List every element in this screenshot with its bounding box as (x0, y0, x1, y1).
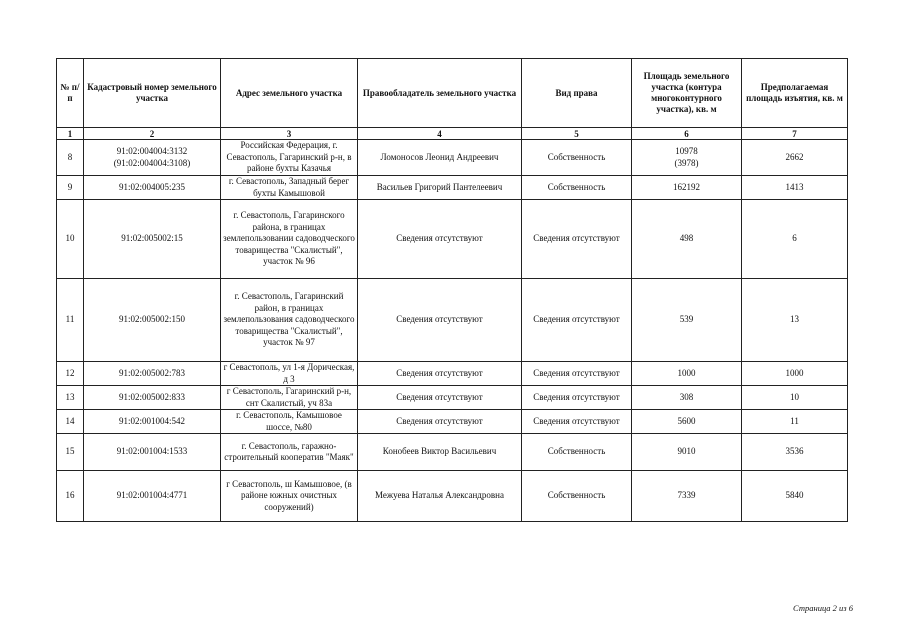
table-row (57, 200, 848, 279)
seizure-area-cell: 5840 (742, 471, 848, 522)
cadastral-number-cell (84, 434, 221, 471)
cadastral-number-cell (84, 410, 221, 434)
cadastral-number-cell-line: 91:02:005002:783 (118, 367, 185, 378)
column-number: 7 (742, 128, 848, 140)
row-number-cell: 12 (57, 362, 84, 386)
address-cell: г. Севастополь, Западный берег бухты Камышовой (221, 176, 358, 200)
area-cell (632, 140, 742, 176)
cadastral-number-cell-line: 91:02:005002:833 (118, 391, 185, 402)
table-body (57, 140, 848, 522)
header-area: Площадь земельного участка (контура многоконтурного участка), кв. м (632, 59, 742, 128)
area-cell (632, 200, 742, 279)
cadastral-number-cell-line: 91:02:001004:4771 (116, 490, 188, 501)
address-cell: г. Севастополь, Камышовое шоссе, №80 (221, 410, 358, 434)
column-number: 6 (632, 128, 742, 140)
owner-cell: Ломоносов Леонид Андреевич (358, 140, 522, 176)
area-cell-line: 308 (679, 391, 694, 402)
table-row (57, 140, 848, 176)
right-type-cell: Собственность (522, 176, 632, 200)
row-number-cell: 13 (57, 386, 84, 410)
owner-cell: Сведения отсутствуют (358, 410, 522, 434)
area-cell-line: 10978 (675, 146, 698, 156)
seizure-area-cell: 11 (742, 410, 848, 434)
area-cell-line: 162192 (673, 181, 700, 192)
area-cell (632, 410, 742, 434)
cadastral-number-cell-line: 91:02:001004:1533 (116, 446, 188, 457)
area-cell-line: 7339 (677, 490, 696, 501)
area-cell-line: 9010 (677, 446, 696, 457)
area-cell (632, 471, 742, 522)
address-cell: г Севастополь, ш Камышовое, (в районе южных очистных сооружений) (221, 471, 358, 522)
address-cell: г. Севастополь, Гагаринский район, в границах землепользования садоводческого товарищества "Скалистый", участок № 97 (221, 279, 358, 362)
header-right-type: Вид права (522, 59, 632, 128)
cadastral-number-cell-line: 91:02:004005:235 (118, 181, 185, 192)
column-number-row (57, 128, 848, 140)
land-plots-table (56, 58, 848, 522)
seizure-area-cell: 10 (742, 386, 848, 410)
row-number-cell: 11 (57, 279, 84, 362)
cadastral-number-cell (84, 140, 221, 176)
row-number-cell: 10 (57, 200, 84, 279)
right-type-cell: Сведения отсутствуют (522, 200, 632, 279)
area-cell-line: 539 (679, 314, 694, 325)
table-row (57, 176, 848, 200)
cadastral-number-cell (84, 362, 221, 386)
cadastral-number-cell-line: 91:02:004004:3132 (116, 146, 188, 156)
cadastral-number-cell (84, 386, 221, 410)
column-number: 1 (57, 128, 84, 140)
row-number-cell: 16 (57, 471, 84, 522)
address-cell: г Севастополь, Гагаринский р-н, снт Скалистый, уч 83а (221, 386, 358, 410)
row-number-cell: 15 (57, 434, 84, 471)
owner-cell: Васильев Григорий Пантелеевич (358, 176, 522, 200)
right-type-cell: Сведения отсутствуют (522, 362, 632, 386)
seizure-area-cell: 1000 (742, 362, 848, 386)
right-type-cell: Собственность (522, 434, 632, 471)
area-cell-line: 1000 (677, 367, 696, 378)
header-owner: Правообладатель земельного участка (358, 59, 522, 128)
row-number-cell: 14 (57, 410, 84, 434)
table-row (57, 410, 848, 434)
right-type-cell: Собственность (522, 140, 632, 176)
cadastral-number-cell-line: 91:02:001004:542 (118, 415, 185, 426)
area-cell-line: (3978) (674, 157, 699, 168)
cadastral-number-cell (84, 471, 221, 522)
table-row (57, 362, 848, 386)
table-row (57, 279, 848, 362)
owner-cell: Конобеев Виктор Васильевич (358, 434, 522, 471)
area-cell-line: 5600 (677, 415, 696, 426)
owner-cell: Сведения отсутствуют (358, 200, 522, 279)
cadastral-number-cell (84, 279, 221, 362)
seizure-area-cell: 3536 (742, 434, 848, 471)
area-cell (632, 434, 742, 471)
right-type-cell: Сведения отсутствуют (522, 410, 632, 434)
header-number: № п/п (57, 59, 84, 128)
address-cell: г Севастополь, ул 1-я Дорическая, д 3 (221, 362, 358, 386)
seizure-area-cell: 2662 (742, 140, 848, 176)
cadastral-number-cell-line: (91:02:004004:3108) (113, 157, 191, 168)
right-type-cell: Собственность (522, 471, 632, 522)
column-number: 3 (221, 128, 358, 140)
area-cell (632, 362, 742, 386)
area-cell (632, 279, 742, 362)
area-cell (632, 176, 742, 200)
header-cadastral: Кадастровый номер земельного участка (84, 59, 221, 128)
cadastral-number-cell-line: 91:02:005002:15 (121, 233, 183, 244)
page-number: Страница 2 из 6 (793, 603, 853, 613)
row-number-cell: 8 (57, 140, 84, 176)
row-number-cell: 9 (57, 176, 84, 200)
table-row (57, 434, 848, 471)
address-cell: г. Севастополь, Гагаринского района, в границах землепользовании садоводческого товарищества "Скалистый", участок № 96 (221, 200, 358, 279)
address-cell: Российская Федерация, г. Севастополь, Гагаринский р-н, в районе бухты Казачья (221, 140, 358, 176)
seizure-area-cell: 1413 (742, 176, 848, 200)
area-cell (632, 386, 742, 410)
owner-cell: Сведения отсутствуют (358, 362, 522, 386)
right-type-cell: Сведения отсутствуют (522, 386, 632, 410)
address-cell: г. Севастополь, гаражно-строительный кооператив "Маяк" (221, 434, 358, 471)
owner-cell: Сведения отсутствуют (358, 279, 522, 362)
area-cell-line: 498 (679, 233, 694, 244)
table-row (57, 471, 848, 522)
header-seizure-area: Предполагаемая площадь изъятия, кв. м (742, 59, 848, 128)
cadastral-number-cell (84, 176, 221, 200)
cadastral-number-cell (84, 200, 221, 279)
header-address: Адрес земельного участка (221, 59, 358, 128)
header-row (57, 59, 848, 128)
cadastral-number-cell-line: 91:02:005002:150 (118, 314, 185, 325)
owner-cell: Межуева Наталья Александровна (358, 471, 522, 522)
right-type-cell: Сведения отсутствуют (522, 279, 632, 362)
owner-cell: Сведения отсутствуют (358, 386, 522, 410)
table-row (57, 386, 848, 410)
seizure-area-cell: 6 (742, 200, 848, 279)
column-number: 2 (84, 128, 221, 140)
column-number: 5 (522, 128, 632, 140)
seizure-area-cell: 13 (742, 279, 848, 362)
column-number: 4 (358, 128, 522, 140)
